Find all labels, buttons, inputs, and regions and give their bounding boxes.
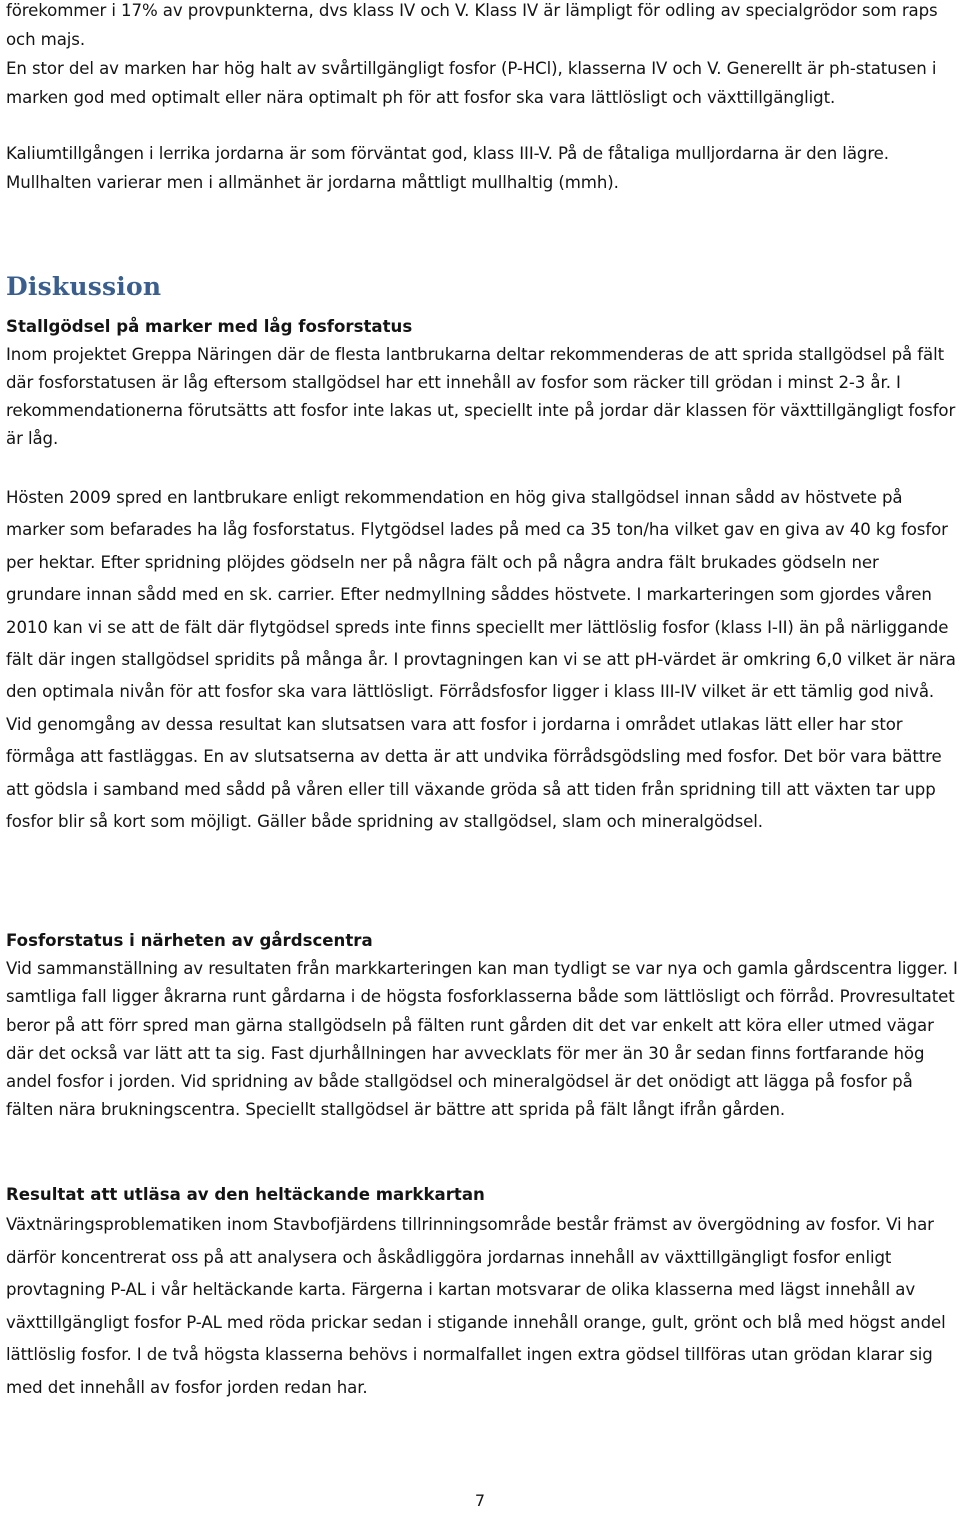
page-number: 7 [474,1491,486,1510]
paragraph-manure-1: Inom projektet Greppa Näringen där de flesta lantbrukarna deltar rekommenderas de att sprida stallgödsel på fält där fosforstatusen är låg eftersom stallgödsel har ett innehåll av fosfor som räcker till grödan i minst 2-3 år. I rekommendationerna förutsätts att fosfor inte lakas ut, speciellt inte på jordar där klassen för växttillgängligt fosfor är låg. [6,345,956,448]
subsection-heading-soil-map: Resultat att utläsa av den heltäckande markkartan [6,1185,485,1204]
subsection-heading-manure: Stallgödsel på marker med låg fosforstatus [6,317,413,336]
section-heading: Diskussion [6,272,162,301]
paragraph-soil-map: Växtnäringsproblematiken inom Stavbofjärdens tillrinningsområde består främst av övergödning av fosfor. Vi har därför koncentrerat oss på att analysera och åskådliggöra jordarnas innehåll av växttillgängligt fosfor enligt provtagning P-AL i vår heltäckande karta. Färgerna i kartan motsvarar de olika klasserna med lägst innehåll av växttillgängligt fosfor P-AL med röda prickar sedan i stigande innehåll orange, gult, grönt och blå med högst andel lättlöslig fosfor. I de två högsta klasserna behövs i normalfallet ingen extra gödsel tillföras utan grödan klarar sig med det innehåll av fosfor jorden redan har. [6,1215,946,1397]
paragraph-intro-1: förekommer i 17% av provpunkterna, dvs klass IV och V. Klass IV är lämpligt för odling av specialgrödor som raps och majs. [6,1,938,49]
paragraph-intro-3: Kaliumtillgången i lerrika jordarna är som förväntat god, klass III-V. På de fåtaliga mulljordarna är den lägre. Mullhalten varierar men i allmänhet är jordarna måttligt mullhaltig (mmh). [6,144,889,192]
paragraph-intro-2: En stor del av marken har hög halt av svårtillgängligt fosfor (P-HCl), klasserna IV och V. Generellt är ph-statusen i marken god med optimalt eller nära optimalt ph för att fosfor ska vara lättlösligt och växttillgängligt. [6,59,937,107]
subsection-heading-farm-centers: Fosforstatus i närheten av gårdscentra [6,931,373,950]
paragraph-manure-2: Hösten 2009 spred en lantbrukare enligt rekommendation en hög giva stallgödsel innan sådd av höstvete på marker som befarades ha låg fosforstatus. Flytgödsel lades på med ca 35 ton/ha vilket gav en giva av 40 kg fosfor per hektar. Efter spridning plöjdes gödseln ner på några fält och på några andra fält brukades gödseln ner grundare innan sådd med en sk. carrier. Efter nedmyllning såddes höstvete. I markarteringen som gjordes våren 2010 kan vi se att de fält där flytgödsel spreds inte finns speciellt mer lättlöslig fosfor (klass I-II) än på närliggande fält där ingen stallgödsel spridits på många år. I provtagningen kan vi se att pH-värdet är omkring 6,0 vilket är nära den optimala nivån för att fosfor ska vara lättlösligt. Förrådsfosfor ligger i klass III-IV vilket är ett tämlig god nivå. Vid genomgång av dessa resultat kan slutsatsen vara att fosfor i jordarna i området utlakas lätt eller har stor förmåga att fastläggas. En av slutsatserna av detta är att undvika förrådsgödsling med fosfor. Det bör vara bättre att gödsla i samband med sådd på våren eller till växande gröda så att tiden från spridning till att växten tar upp fosfor blir så kort som möjligt. Gäller både spridning av stallgödsel, slam och mineralgödsel. [6,488,956,832]
paragraph-farm-centers: Vid sammanställning av resultaten från markkarteringen kan man tydligt se var nya och gamla gårdscentra ligger. I samtliga fall ligger åkrarna runt gårdarna i de högsta fosforklasserna både som lättlösligt och förråd. Provresultatet beror på att förr spred man gärna stallgödseln på fälten runt gården dit det var enkelt att köra eller utmed vägar där det också var lätt att ta sig. Fast djurhållningen har avvecklats för mer än 30 år sedan finns fortfarande hög andel fosfor i jorden. Vid spridning av både stallgödsel och mineralgödsel är det onödigt att lägga på fosfor på fälten nära brukningscentra. Speciellt stallgödsel är bättre att sprida på fält långt ifrån gården. [6,959,958,1120]
